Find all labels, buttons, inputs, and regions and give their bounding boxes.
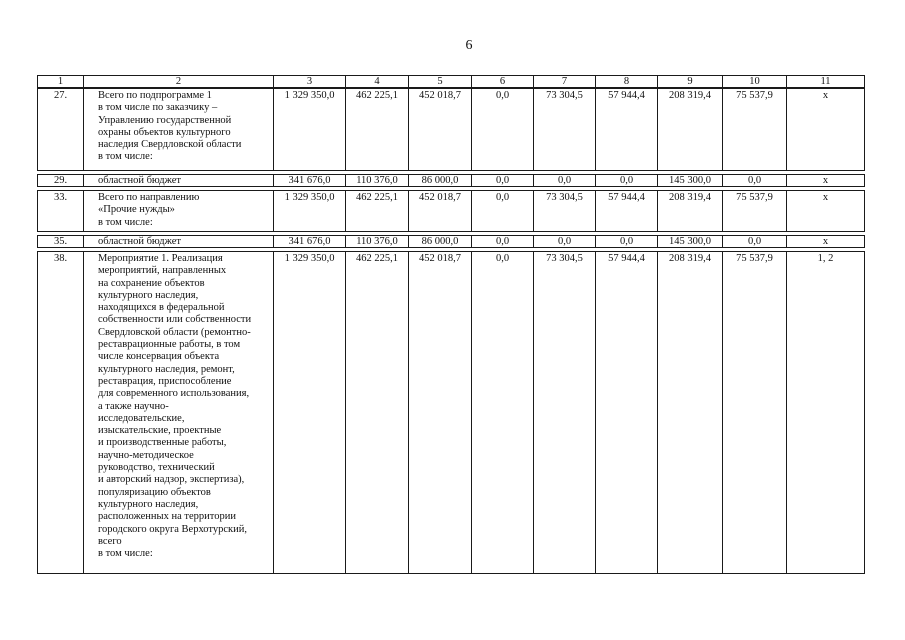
description-line: числе консервация объекта bbox=[98, 351, 220, 363]
description-line: Свердловской области (ремонтно- bbox=[98, 326, 251, 338]
description-line: на сохранение объектов bbox=[98, 277, 205, 289]
column-header: 11 bbox=[787, 76, 865, 89]
value-cell: 1 329 350,0 bbox=[274, 252, 346, 574]
description-line: в том числе: bbox=[98, 216, 153, 228]
description-line: культурного наследия, bbox=[98, 289, 199, 301]
value-cell: 0,0 bbox=[472, 88, 534, 171]
value-cell: 57 944,4 bbox=[596, 252, 658, 574]
page-number: 6 bbox=[465, 38, 473, 53]
value-cell: 452 018,7 bbox=[409, 191, 472, 232]
description-line: популяризацию объектов bbox=[98, 486, 211, 498]
description-line: областной бюджет bbox=[98, 175, 181, 186]
value-cell: 452 018,7 bbox=[409, 88, 472, 171]
value-cell: 0,0 bbox=[723, 175, 787, 187]
value-cell: x bbox=[787, 88, 865, 171]
description-line: городского округа Верхотурский, bbox=[98, 523, 247, 535]
description-line: расположенных на территории bbox=[98, 511, 236, 523]
value-cell: 0,0 bbox=[472, 191, 534, 232]
value-cell: 86 000,0 bbox=[409, 236, 472, 248]
row-index: 29. bbox=[38, 175, 84, 187]
table-row bbox=[38, 191, 865, 232]
description-line: культурного наследия, bbox=[98, 498, 199, 510]
value-cell: 452 018,7 bbox=[409, 252, 472, 574]
column-header: 8 bbox=[596, 76, 658, 89]
row-index: 27. bbox=[38, 88, 84, 171]
value-cell: 57 944,4 bbox=[596, 88, 658, 171]
description-line: реставрационные работы, в том bbox=[98, 339, 241, 351]
value-cell: 0,0 bbox=[596, 236, 658, 248]
description-line: областной бюджет bbox=[98, 236, 181, 247]
value-cell: 341 676,0 bbox=[274, 175, 346, 187]
description-line: Всего по направлению bbox=[98, 192, 200, 203]
value-cell: 1, 2 bbox=[787, 252, 865, 574]
description-line: а также научно- bbox=[98, 400, 169, 412]
description-line: собственности или собственности bbox=[98, 314, 252, 326]
value-cell: x bbox=[787, 175, 865, 187]
value-cell: 208 319,4 bbox=[658, 252, 723, 574]
value-cell: 110 376,0 bbox=[346, 236, 409, 248]
row-description bbox=[84, 175, 274, 187]
value-cell: 462 225,1 bbox=[346, 191, 409, 232]
column-header: 4 bbox=[346, 76, 409, 89]
table-header-row bbox=[38, 76, 865, 89]
row-index: 33. bbox=[38, 191, 84, 232]
value-cell: 208 319,4 bbox=[658, 191, 723, 232]
table-row bbox=[38, 88, 865, 171]
value-cell: 462 225,1 bbox=[346, 252, 409, 574]
column-header: 2 bbox=[84, 76, 274, 89]
column-header: 10 bbox=[723, 76, 787, 89]
description-line: в том числе: bbox=[98, 548, 153, 560]
budget-table bbox=[37, 75, 865, 574]
description-line: находящихся в федеральной bbox=[98, 302, 225, 314]
description-line: Мероприятие 1. Реализация bbox=[98, 253, 223, 264]
row-description bbox=[84, 88, 274, 171]
row-index: 38. bbox=[38, 252, 84, 574]
value-cell: 110 376,0 bbox=[346, 175, 409, 187]
value-cell: 462 225,1 bbox=[346, 88, 409, 171]
value-cell: 57 944,4 bbox=[596, 191, 658, 232]
description-line: «Прочие нужды» bbox=[98, 204, 175, 216]
column-header: 6 bbox=[472, 76, 534, 89]
value-cell: 0,0 bbox=[534, 236, 596, 248]
description-line: Управлению государственной bbox=[98, 114, 232, 126]
value-cell: 0,0 bbox=[472, 252, 534, 574]
value-cell: 73 304,5 bbox=[534, 88, 596, 171]
description-line: культурного наследия, ремонт, bbox=[98, 363, 235, 375]
column-header: 9 bbox=[658, 76, 723, 89]
description-line: Всего по подпрограмме 1 bbox=[98, 90, 212, 101]
description-line: мероприятий, направленных bbox=[98, 265, 227, 277]
value-cell: 75 537,9 bbox=[723, 88, 787, 171]
value-cell: 75 537,9 bbox=[723, 191, 787, 232]
description-line: руководство, технический bbox=[98, 462, 215, 474]
description-line: и авторский надзор, экспертиза), bbox=[98, 474, 245, 486]
value-cell: 75 537,9 bbox=[723, 252, 787, 574]
value-cell: 0,0 bbox=[596, 175, 658, 187]
column-header: 3 bbox=[274, 76, 346, 89]
column-header: 1 bbox=[38, 76, 84, 89]
column-header: 5 bbox=[409, 76, 472, 89]
description-line: и производственные работы, bbox=[98, 437, 227, 449]
description-line: охраны объектов культурного bbox=[98, 126, 231, 138]
value-cell: 73 304,5 bbox=[534, 252, 596, 574]
description-line: изыскательские, проектные bbox=[98, 425, 222, 437]
row-description bbox=[84, 191, 274, 232]
row-description bbox=[84, 252, 274, 574]
description-line: реставрация, приспособление bbox=[98, 375, 232, 387]
value-cell: 0,0 bbox=[472, 175, 534, 187]
table-row bbox=[38, 236, 865, 248]
value-cell: 0,0 bbox=[723, 236, 787, 248]
value-cell: 145 300,0 bbox=[658, 175, 723, 187]
description-line: наследия Свердловской области bbox=[98, 139, 242, 151]
value-cell: 0,0 bbox=[472, 236, 534, 248]
description-line: в том числе: bbox=[98, 151, 153, 163]
row-description bbox=[84, 236, 274, 248]
description-line: исследовательские, bbox=[98, 412, 185, 424]
column-header: 7 bbox=[534, 76, 596, 89]
value-cell: 208 319,4 bbox=[658, 88, 723, 171]
row-index: 35. bbox=[38, 236, 84, 248]
value-cell: 341 676,0 bbox=[274, 236, 346, 248]
table-row bbox=[38, 175, 865, 187]
value-cell: 86 000,0 bbox=[409, 175, 472, 187]
description-line: всего bbox=[98, 535, 122, 547]
table-row bbox=[38, 252, 865, 574]
value-cell: 1 329 350,0 bbox=[274, 191, 346, 232]
value-cell: 145 300,0 bbox=[658, 236, 723, 248]
value-cell: x bbox=[787, 236, 865, 248]
description-line: для современного использования, bbox=[98, 388, 250, 400]
description-line: научно-методическое bbox=[98, 449, 194, 461]
value-cell: 1 329 350,0 bbox=[274, 88, 346, 171]
value-cell: 73 304,5 bbox=[534, 191, 596, 232]
value-cell: x bbox=[787, 191, 865, 232]
description-line: в том числе по заказчику – bbox=[98, 102, 218, 114]
value-cell: 0,0 bbox=[534, 175, 596, 187]
